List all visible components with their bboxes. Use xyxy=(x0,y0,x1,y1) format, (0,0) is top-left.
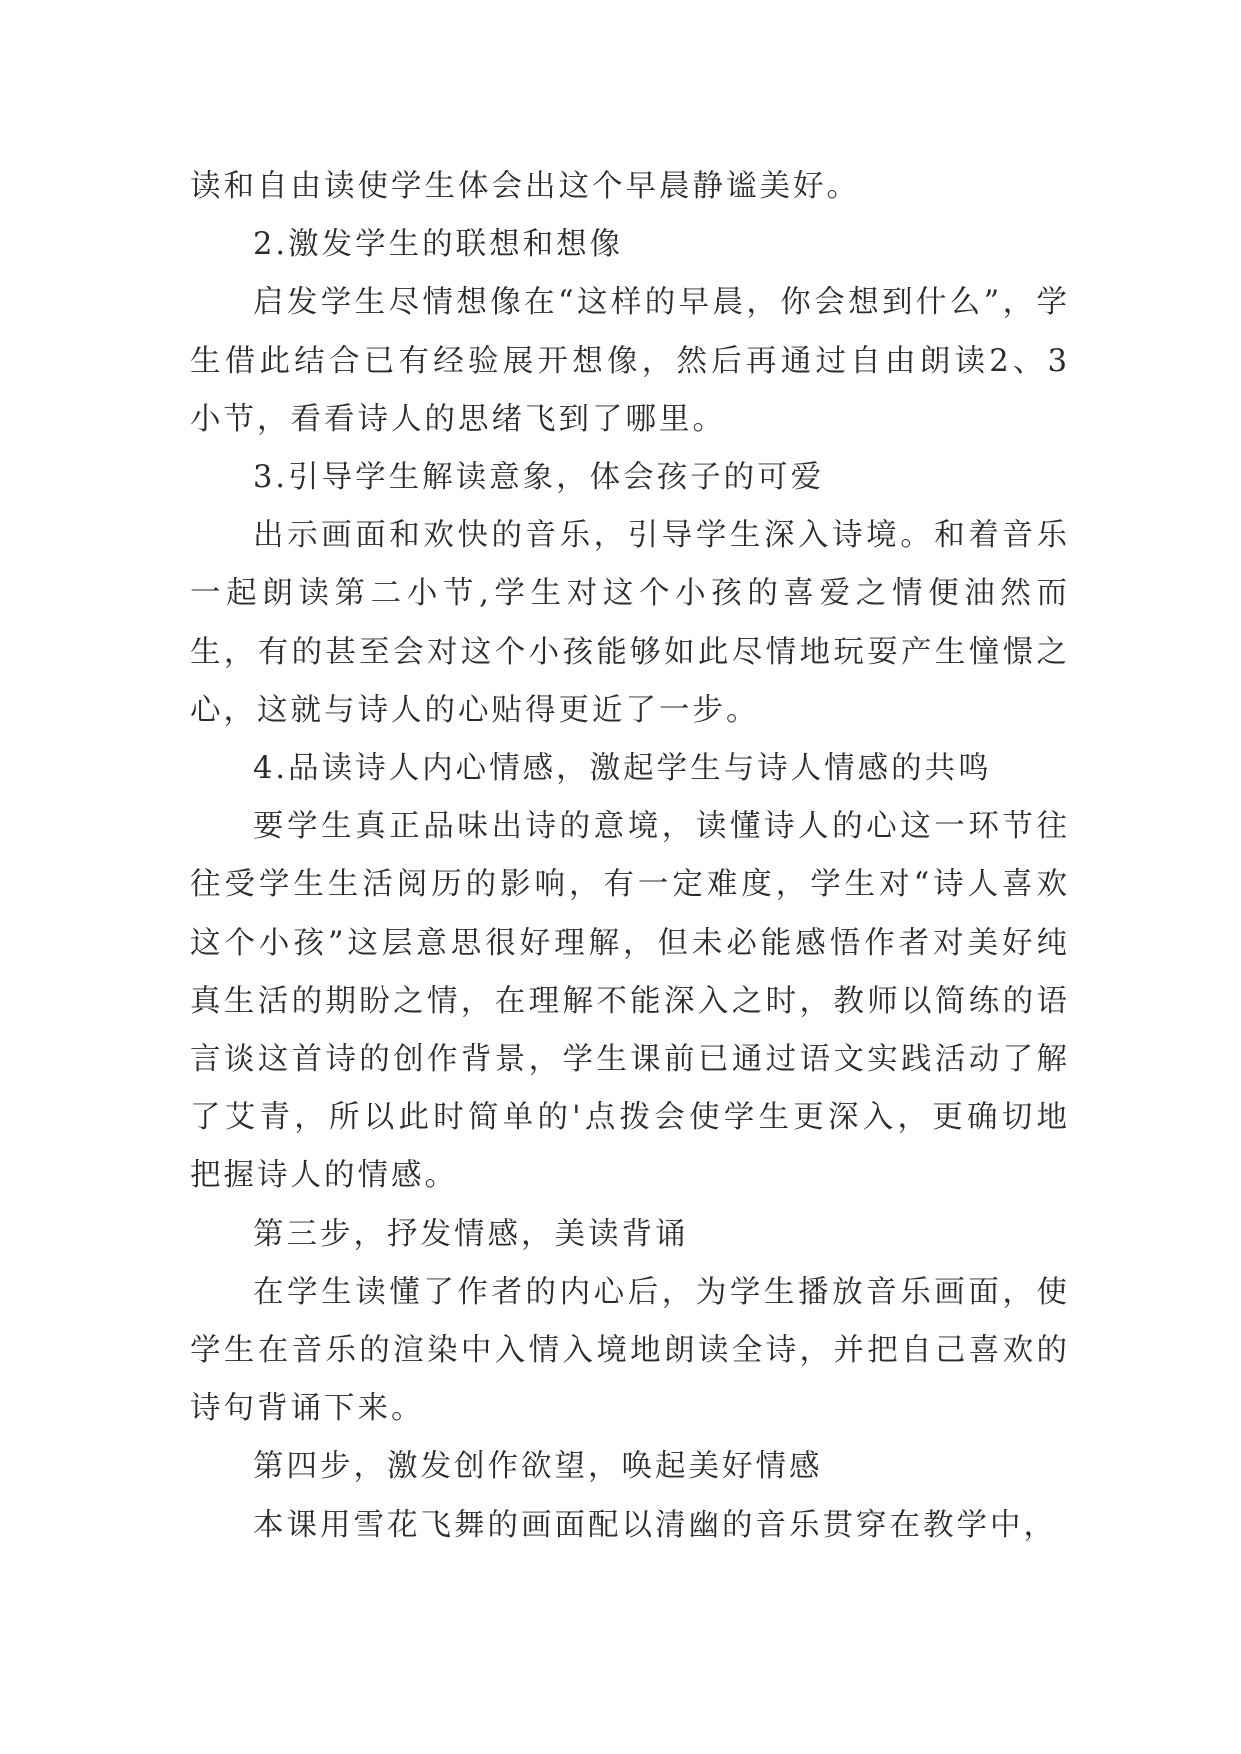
heading-step-3: 3.引导学生解读意象，体会孩子的可爱 xyxy=(253,460,825,496)
paragraph-imagination: 启发学生尽情想像在“这样的早晨，你会想到什么”，学生借此结合已有经验展开想像，然后再通过自由朗读2、3小节，看看诗人的思绪飞到了哪里。 xyxy=(190,285,1070,437)
heading-step-4: 4.品读诗人内心情感，激起学生与诗人情感的共鸣 xyxy=(253,751,992,787)
paragraph-continuation: 读和自由读使学生体会出这个早晨静谧美好。 xyxy=(190,169,860,204)
heading-third-step: 第三步，抒发情感，美读背诵 xyxy=(253,1216,689,1252)
document-body xyxy=(190,158,1070,1555)
heading-step-2: 2.激发学生的联想和想像 xyxy=(253,227,624,263)
paragraph-snow: 本课用雪花飞舞的画面配以清幽的音乐贯穿在教学中， xyxy=(253,1507,1057,1543)
heading-fourth-step: 第四步，激发创作欲望，唤起美好情感 xyxy=(253,1449,823,1485)
paragraph-imagery: 出示画面和欢快的音乐，引导学生深入诗境。和着音乐一起朗读第二小节,学生对这个小孩的喜爱之情便油然而生，有的甚至会对这个小孩能够如此尽情地玩耍产生憧憬之心，这就与诗人的心贴得更近了一步。 xyxy=(190,518,1070,728)
paragraph-emotion: 要学生真正品味出诗的意境，读懂诗人的心这一环节往往受学生生活阅历的影响，有一定难度，学生对“诗人喜欢这个小孩”这层意思很好理解，但未必能感悟作者对美好纯真生活的期盼之情，在理解不能深入之时，教师以简练的语言谈这首诗的创作背景，学生课前已通过语文实践活动了解了艾青，所以此时简单的'点拨会使学生更深入，更确切地把握诗人的情感。 xyxy=(190,809,1070,1194)
paragraph-recitation: 在学生读懂了作者的内心后，为学生播放音乐画面，使学生在音乐的渲染中入情入境地朗读全诗，并把自己喜欢的诗句背诵下来。 xyxy=(190,1274,1070,1427)
